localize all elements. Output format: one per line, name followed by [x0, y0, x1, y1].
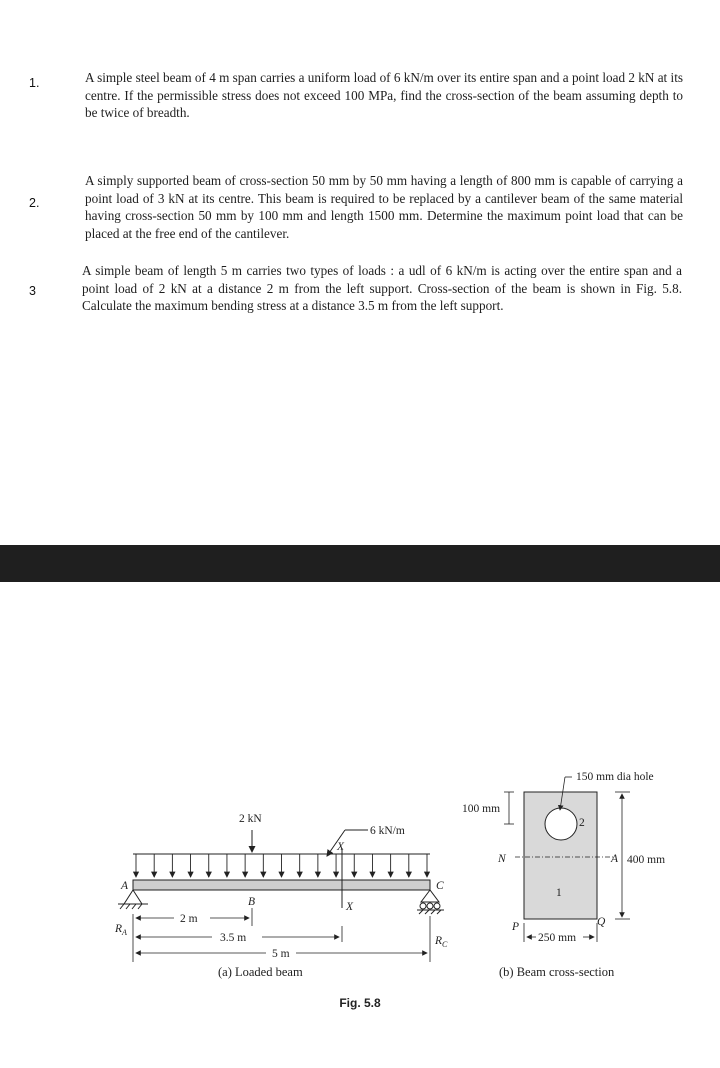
section-width-label: 250 mm [538, 932, 577, 944]
question-text-2: A simply supported beam of cross-section 50 mm by 50 mm having a length of 800 mm is capable of carrying a point load of 3 kN at its centre. This beam is required to be replaced by a cantilever beam of the same material having cross-section 50 mm by 100 mm and length 1500 mm. Determine the maximum point load that can be placed at the free end of the cantilever. [85, 173, 683, 241]
loaded-beam-diagram [118, 830, 444, 962]
section-height-label: 400 mm [627, 854, 666, 866]
question-number-1: 1. [29, 76, 40, 90]
point-c-label: C [436, 880, 444, 892]
corner-q-label: Q [597, 916, 606, 928]
dimension-2m: 2 m [180, 913, 198, 925]
caption-beam-cross-section: (b) Beam cross-section [499, 965, 615, 979]
dimension-5m: 5 m [272, 948, 290, 960]
corner-p-label: P [512, 921, 520, 933]
question-text-3: A simple beam of length 5 m carries two types of loads : a udl of 6 kN/m is acting over the entire span and a point load of 2 kN at a distance 2 m from the left support. Cross-section of the beam is shown in Fig. 5.8. Calculate the maximum bending stress at a distance 3.5 m from the left support. [82, 263, 682, 313]
figure-label: Fig. 5.8 [339, 996, 381, 1010]
reaction-c-label: $R_C$ [435, 935, 448, 949]
section-x-bottom: X [346, 901, 354, 913]
divider-band [0, 545, 720, 582]
section-hole [545, 808, 577, 840]
question-number-2: 2. [29, 196, 40, 210]
question-number-3: 3 [29, 284, 36, 298]
dimension-3-5m: 3.5 m [220, 932, 247, 944]
neutral-axis-n-label: N [498, 853, 506, 865]
point-load-label: 2 kN [239, 813, 262, 825]
neutral-axis-a-label: A [611, 853, 619, 865]
loaded-beam-labels [114, 813, 448, 979]
region-1-label: 1 [556, 887, 562, 899]
point-b-label: B [248, 896, 256, 908]
udl-label: 6 kN/m [370, 825, 405, 837]
region-2-label: 2 [579, 817, 585, 829]
hole-diameter-label: 150 mm dia hole [576, 771, 654, 783]
udl-arrows [136, 854, 427, 877]
section-x-top: X [337, 841, 345, 853]
reaction-a-label: $R_A$ [115, 923, 127, 937]
hole-offset-label: 100 mm [462, 803, 501, 815]
caption-loaded-beam: (a) Loaded beam [218, 965, 303, 979]
point-a-label: A [121, 880, 129, 892]
beam-body [133, 880, 430, 890]
left-pin-support [124, 890, 142, 904]
question-text-1: A simple steel beam of 4 m span carries a uniform load of 6 kN/m over its entire span and a point load 2 kN at its centre. If the permissible stress does not exceed 100 MPa, find the cross-section of the beam assuming depth to be twice of breadth. [85, 70, 683, 120]
figure-drawing [0, 740, 720, 1040]
figure-5-8 [0, 740, 720, 1040]
